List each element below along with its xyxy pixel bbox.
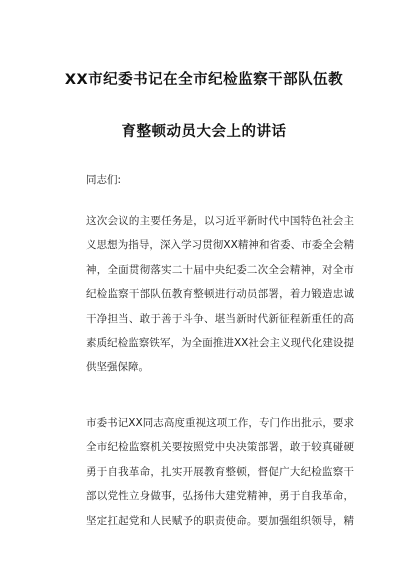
paragraph-line: 干净担当、敢于善于斗争、堪当新时代新征程新重任的高 bbox=[86, 312, 354, 325]
paragraph-line: 神，全面贯彻落实二十届中央纪委二次全会精神，对全市 bbox=[86, 263, 354, 276]
paragraph-line: 这次会议的主要任务是，以习近平新时代中国特色社会主 bbox=[86, 215, 354, 227]
paragraph-line: 坚定扛起党和人民赋予的职责使命。要加强组织领导，精 bbox=[86, 514, 354, 527]
document-title-line-2: 育整顿动员大会上的讲话 bbox=[121, 124, 287, 140]
paragraph-2 bbox=[86, 411, 354, 533]
paragraph-line: 纪检监察干部队伍教育整顿进行动员部署，着力锻造忠诚 bbox=[86, 288, 354, 301]
paragraph-line: 供坚强保障。 bbox=[86, 361, 149, 374]
document-title-line-1: XX市纪委书记在全市纪检监察干部队伍教 bbox=[64, 72, 344, 88]
paragraph-line: 市委书记XX同志高度重视这项工作，专门作出批示，要求 bbox=[86, 417, 354, 429]
paragraph-line: 勇于自我革命，扎实开展教育整顿，督促广大纪检监察干 bbox=[86, 465, 354, 478]
salutation: 同志们: bbox=[86, 174, 122, 186]
paragraph-line: 素质纪检监察铁军，为全面推进XX社会主义现代化建设提 bbox=[86, 336, 354, 349]
paragraph-line: 全市纪检监察机关要按照党中央决策部署，敢于较真碰硬 bbox=[86, 441, 354, 454]
paragraph-line: 部以党性立身做事，弘扬伟大建党精神，勇于自我革命， bbox=[86, 490, 354, 503]
paragraph-line: 义思想为指导，深入学习贯彻XX精神和省委、市委全会精 bbox=[86, 239, 354, 252]
paragraph-1 bbox=[86, 209, 354, 380]
